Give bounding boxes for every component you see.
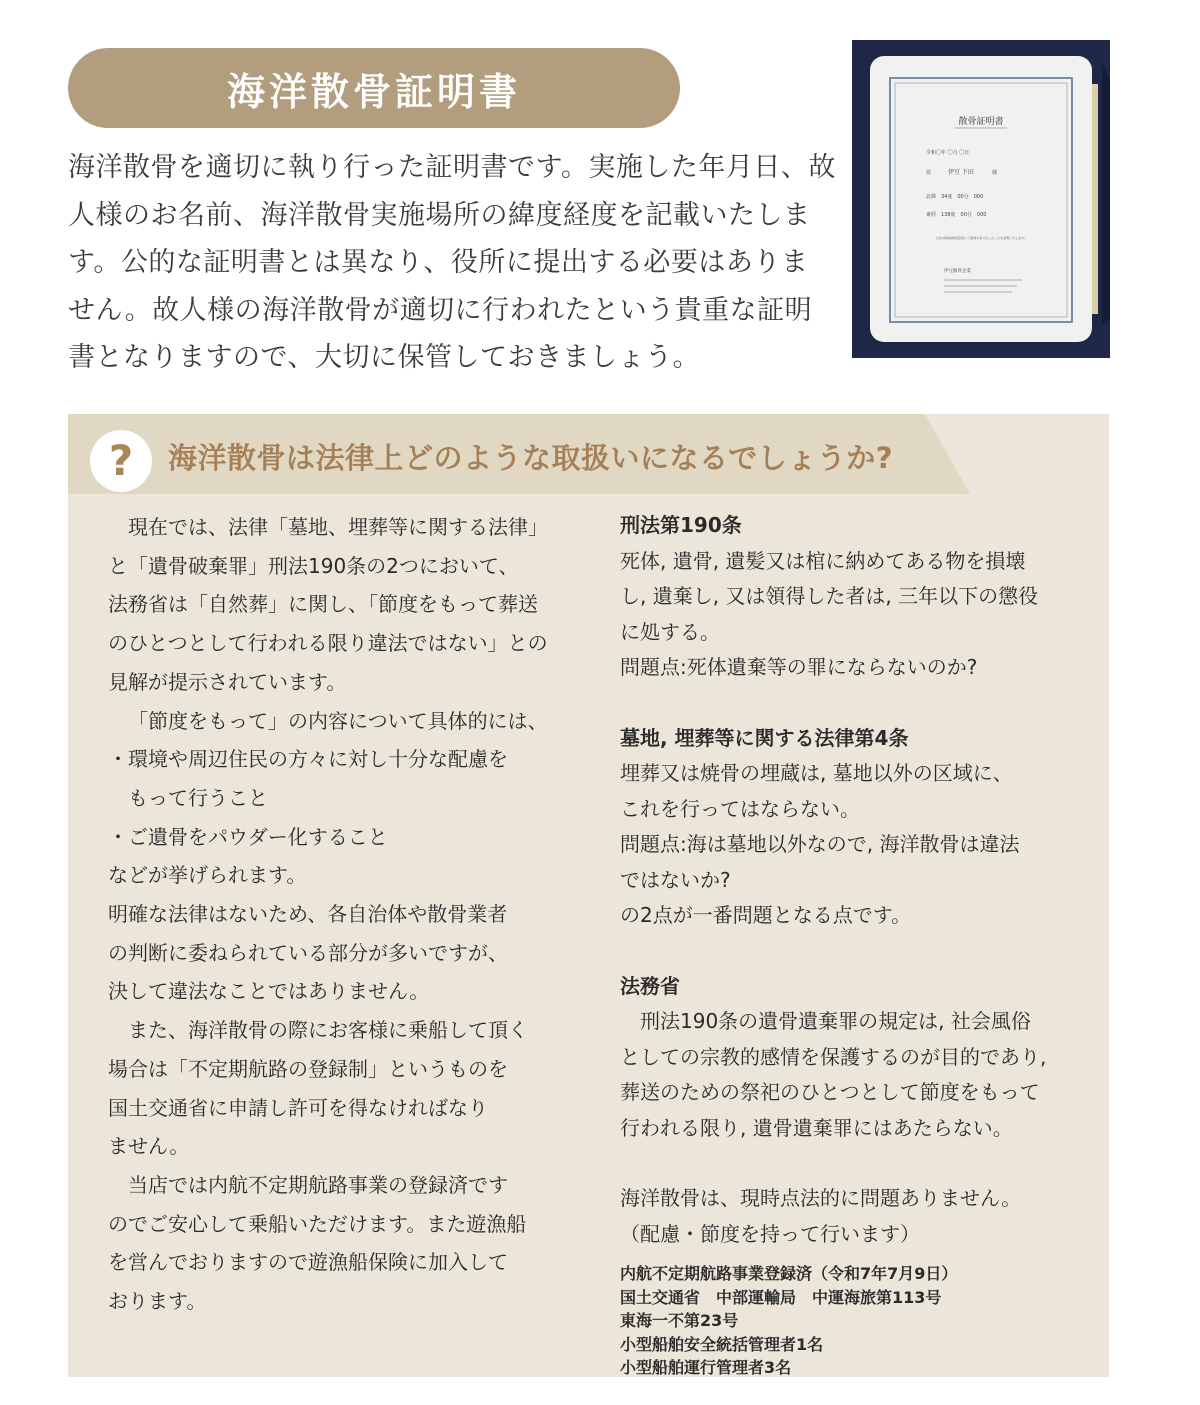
page-title: 海洋散骨証明書 xyxy=(226,69,521,114)
burial-law-line: の2点が一番問題となる点です。 xyxy=(620,903,912,927)
left-line: のでご安心して乗船いただけます。また遊漁船 xyxy=(108,1211,527,1236)
intro-paragraph xyxy=(68,144,838,382)
penal-code-heading: 刑法第190条 xyxy=(620,513,742,537)
certificate-name: 伊豆 下田 xyxy=(948,169,974,176)
ministry-heading: 法務省 xyxy=(620,973,680,998)
ministry-line: 葬送のための祭祀のひとつとして節度をもって xyxy=(620,1080,1040,1104)
certificate-note: 上記の海域(緯度経度)にて散骨を執り行ったことを証明いたします。 xyxy=(934,236,1028,240)
burial-law-line: ではないか? xyxy=(620,867,731,892)
left-line: などが挙げられます。 xyxy=(108,863,307,888)
left-line: もって行うこと xyxy=(108,785,268,810)
left-line: ・ご遺骨をパウダー化すること xyxy=(108,824,388,849)
left-line: の判断に委ねられている部分が多いですが、 xyxy=(108,940,508,965)
certificate-latitude: 北緯 34度 00分 000 xyxy=(926,194,984,200)
intro-line: 海洋散骨を適切に執り行った証明書です。実施した年月日、故 xyxy=(68,152,836,183)
burial-law-line: 問題点:海は墓地以外なので, 海洋散骨は違法 xyxy=(620,832,1020,856)
certificate-name-suffix: 様 xyxy=(992,170,998,176)
penal-code-line: 問題点:死体遺棄等の罪にならないのか? xyxy=(620,655,978,679)
intro-line: せん。故人様の海洋散骨が適切に行われたという貴重な証明 xyxy=(68,294,813,326)
registration-info xyxy=(620,1262,1080,1380)
certificate-issuer: 伊豆散骨企業 xyxy=(944,269,971,274)
registration-line: 小型船舶安全統括管理者1名 xyxy=(620,1334,824,1354)
left-line: ・環境や周辺住民の方々に対し十分な配慮を xyxy=(108,747,508,772)
burial-law-heading: 墓地, 埋葬等に関する法律第4条 xyxy=(620,725,909,750)
registration-line: 東海一不第23号 xyxy=(620,1311,739,1330)
left-line: おります。 xyxy=(108,1289,207,1314)
left-line: また、海洋散骨の際にお客様に乗船して頂く xyxy=(108,1018,528,1043)
question-icon xyxy=(90,430,152,492)
left-line: 当店では内航不定期航路事業の登録済です xyxy=(108,1172,508,1197)
certificate-photo xyxy=(852,40,1110,358)
registration-line: 国土交通省 中部運輸局 中運海旅第113号 xyxy=(620,1287,942,1307)
intro-line: す。公的な証明書とは異なり、役所に提出する必要はありま xyxy=(68,247,809,278)
conclusion-line: 海洋散骨は、現時点法的に問題ありません。 xyxy=(620,1186,1022,1210)
qa-question-title: 海洋散骨は法律上どのような取扱いになるでしょうか? xyxy=(168,441,894,475)
certificate-name-prefix: 故 xyxy=(926,170,932,176)
left-line: ません。 xyxy=(108,1134,190,1159)
ministry-line: 刑法190条の遺骨遺棄罪の規定は, 社会風俗 xyxy=(620,1009,1031,1033)
left-line: のひとつとして行われる限り違法ではない」との xyxy=(108,631,548,656)
title-banner xyxy=(68,48,680,128)
left-line: を営んでおりますので遊漁船保険に加入して xyxy=(108,1250,508,1275)
ministry-line: としての宗教的感情を保護するのが目的であり, xyxy=(620,1044,1047,1069)
certificate-longitude: 東経 138度 00分 000 xyxy=(926,212,987,218)
registration-line: 内航不定期航路事業登録済（令和7年7月9日） xyxy=(620,1264,958,1283)
question-mark-glyph: ? xyxy=(108,436,134,485)
left-line: 決して違法なことではありません。 xyxy=(108,979,430,1004)
penal-code-line: 死体, 遺骨, 遺髪又は棺に納めてある物を損壊 xyxy=(620,548,1026,573)
certificate-title: 散骨証明書 xyxy=(958,117,1004,127)
left-line: 法務省は「自然葬」に関し、「節度をもって葬送 xyxy=(108,592,538,617)
left-line: 現在では、法律「墓地、埋葬等に関する法律」 xyxy=(108,515,548,539)
burial-law-line: これを行ってはならない。 xyxy=(620,796,860,821)
left-line: 見解が提示されています。 xyxy=(108,669,347,694)
left-line: と「遺骨破棄罪」刑法190条の2つにおいて、 xyxy=(108,553,519,578)
registration-line: 小型船舶運行管理者3名 xyxy=(620,1358,792,1377)
left-line: 「節度をもって」の内容について具体的には、 xyxy=(128,708,548,733)
intro-line: 人様のお名前、海洋散骨実施場所の緯度経度を記載いたしま xyxy=(68,199,811,231)
burial-law-line: 埋葬又は焼骨の埋蔵は, 墓地以外の区域に、 xyxy=(620,761,1013,785)
ministry-line: 行われる限り, 遺骨遺棄罪にはあたらない。 xyxy=(620,1115,1013,1140)
penal-code-line: に処する。 xyxy=(620,619,720,644)
left-line: 国土交通省に申請し許可を得なければなり xyxy=(108,1095,488,1120)
certificate-date: 令和〇年 〇月 〇日 xyxy=(926,150,970,156)
qa-left-column xyxy=(108,508,578,1321)
left-line: 明確な法律はないため、各自治体や散骨業者 xyxy=(108,902,508,927)
left-line: 場合は「不定期航路の登録制」というものを xyxy=(108,1056,508,1081)
qa-right-column xyxy=(620,508,1080,1380)
conclusion-line: （配慮・節度を持って行います） xyxy=(620,1221,920,1246)
intro-line: 書となりますので、大切に保管しておきましょう。 xyxy=(68,342,700,373)
penal-code-line: し, 遺棄し, 又は領得した者は, 三年以下の懲役 xyxy=(620,584,1039,608)
